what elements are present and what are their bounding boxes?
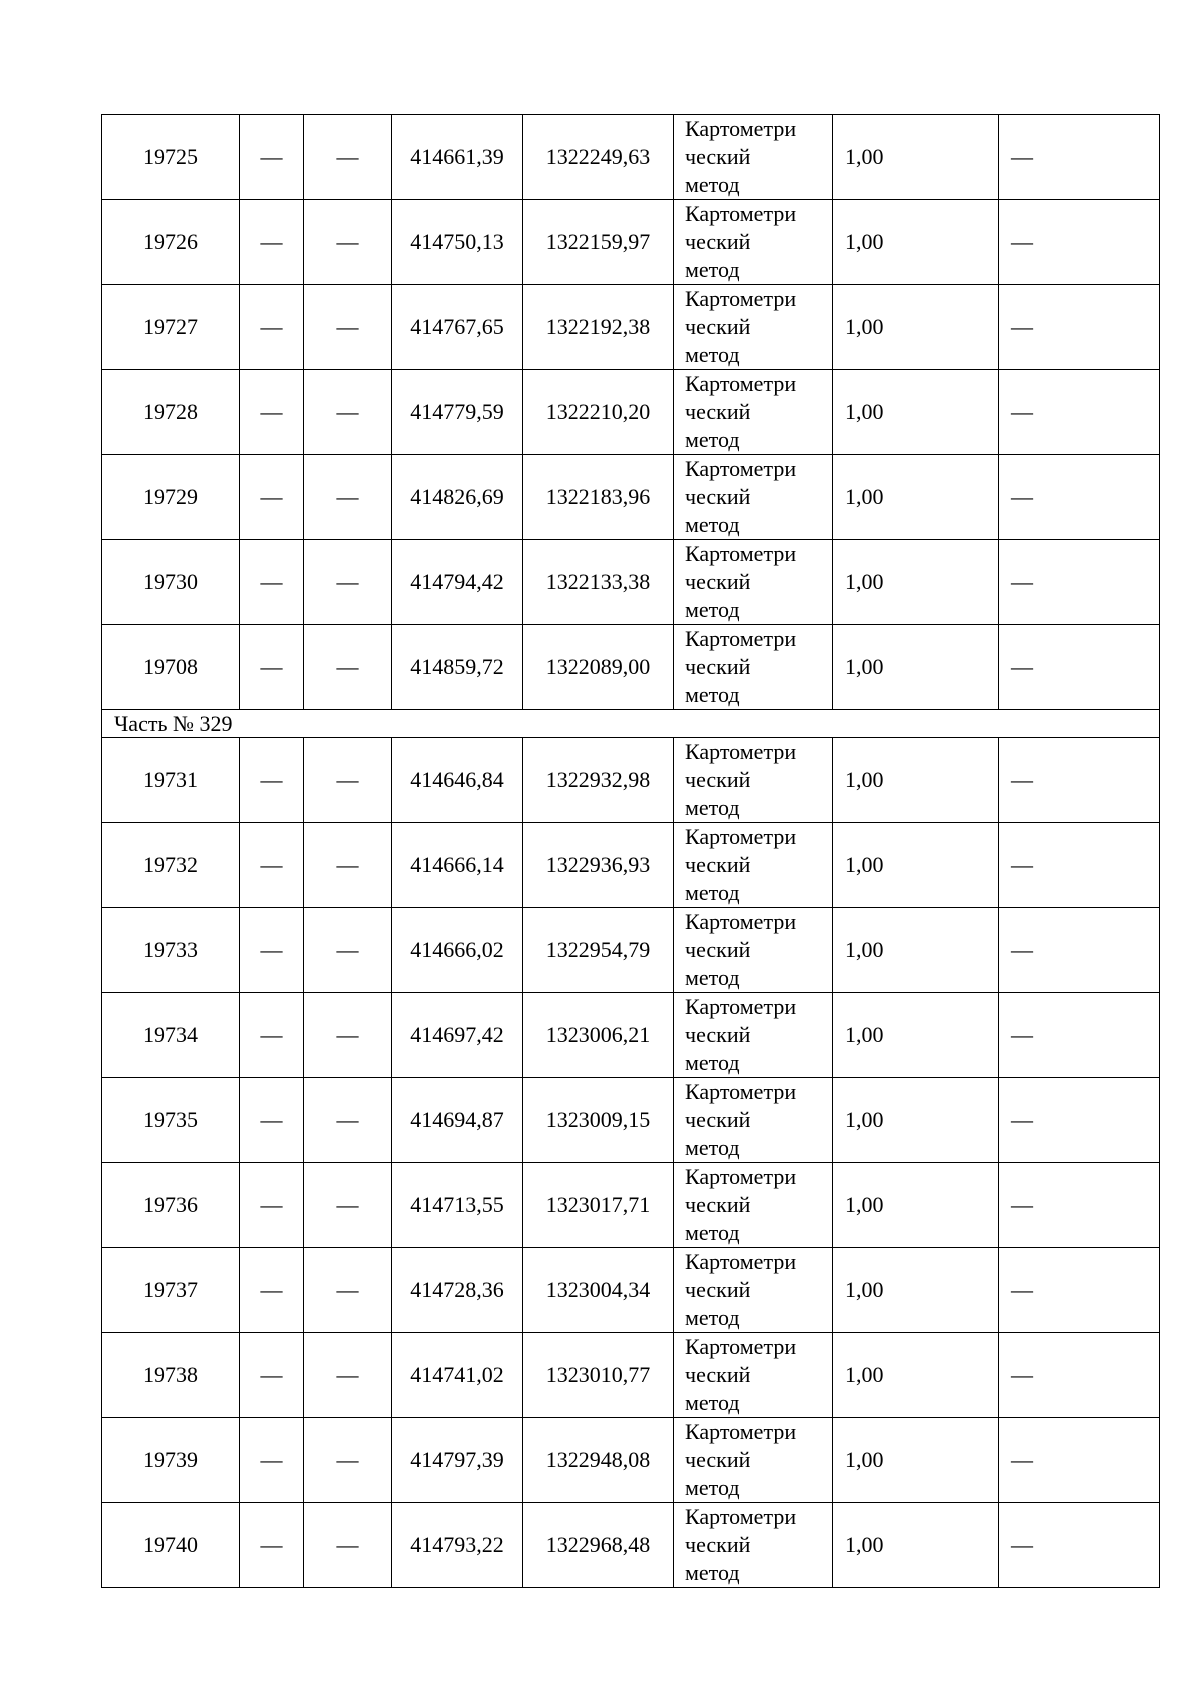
- point-number-cell: 19737: [102, 1248, 240, 1333]
- column-3-cell: —: [304, 1248, 392, 1333]
- table-row: [102, 823, 1160, 908]
- x-coordinate-cell: 414767,65: [392, 285, 523, 370]
- x-coordinate-cell: 414728,36: [392, 1248, 523, 1333]
- y-coordinate-cell: 1322192,38: [523, 285, 674, 370]
- description-cell: —: [999, 625, 1160, 710]
- method-text-line: ческий: [685, 314, 751, 339]
- method-text-line: Картометри: [685, 1249, 797, 1274]
- column-3-cell: —: [304, 285, 392, 370]
- description-cell: —: [999, 200, 1160, 285]
- column-2-cell: —: [240, 370, 304, 455]
- method-cell: [674, 738, 833, 823]
- accuracy-cell: 1,00: [833, 1248, 999, 1333]
- column-3-cell: —: [304, 738, 392, 823]
- column-2-cell: —: [240, 908, 304, 993]
- accuracy-cell: 1,00: [833, 738, 999, 823]
- method-cell: [674, 1503, 833, 1588]
- x-coordinate-cell: 414666,14: [392, 823, 523, 908]
- method-text-line: Картометри: [685, 371, 797, 396]
- description-cell: —: [999, 455, 1160, 540]
- column-2-cell: —: [240, 1333, 304, 1418]
- y-coordinate-cell: 1323006,21: [523, 993, 674, 1078]
- method-cell: [674, 625, 833, 710]
- description-cell: —: [999, 1248, 1160, 1333]
- table-body: [102, 115, 1160, 1588]
- x-coordinate-cell: 414661,39: [392, 115, 523, 200]
- y-coordinate-cell: 1322089,00: [523, 625, 674, 710]
- point-number-cell: 19725: [102, 115, 240, 200]
- method-text-line: метод: [685, 682, 740, 707]
- method-cell: [674, 285, 833, 370]
- method-text-line: ческий: [685, 229, 751, 254]
- x-coordinate-cell: 414750,13: [392, 200, 523, 285]
- column-3-cell: —: [304, 1078, 392, 1163]
- y-coordinate-cell: 1323010,77: [523, 1333, 674, 1418]
- column-2-cell: —: [240, 285, 304, 370]
- method-text-line: метод: [685, 1135, 740, 1160]
- method-text-line: метод: [685, 965, 740, 990]
- method-text-line: Картометри: [685, 456, 797, 481]
- column-2-cell: —: [240, 1418, 304, 1503]
- method-text-line: Картометри: [685, 1164, 797, 1189]
- column-2-cell: —: [240, 200, 304, 285]
- section-label: Часть № 329: [102, 710, 1160, 738]
- method-text-line: ческий: [685, 1362, 751, 1387]
- column-3-cell: —: [304, 455, 392, 540]
- point-number-cell: 19733: [102, 908, 240, 993]
- column-2-cell: —: [240, 625, 304, 710]
- column-3-cell: —: [304, 625, 392, 710]
- method-cell: [674, 370, 833, 455]
- column-2-cell: —: [240, 738, 304, 823]
- accuracy-cell: 1,00: [833, 370, 999, 455]
- description-cell: —: [999, 908, 1160, 993]
- y-coordinate-cell: 1323009,15: [523, 1078, 674, 1163]
- column-2-cell: —: [240, 1248, 304, 1333]
- y-coordinate-cell: 1322954,79: [523, 908, 674, 993]
- method-text-line: Картометри: [685, 994, 797, 1019]
- point-number-cell: 19734: [102, 993, 240, 1078]
- method-text-line: ческий: [685, 484, 751, 509]
- table-row: [102, 1078, 1160, 1163]
- description-cell: —: [999, 1078, 1160, 1163]
- method-text-line: ческий: [685, 1022, 751, 1047]
- column-3-cell: —: [304, 200, 392, 285]
- table-row: [102, 1418, 1160, 1503]
- method-text-line: ческий: [685, 1277, 751, 1302]
- point-number-cell: 19740: [102, 1503, 240, 1588]
- description-cell: —: [999, 1163, 1160, 1248]
- y-coordinate-cell: 1322948,08: [523, 1418, 674, 1503]
- method-text-line: ческий: [685, 399, 751, 424]
- column-2-cell: —: [240, 823, 304, 908]
- method-cell: [674, 823, 833, 908]
- x-coordinate-cell: 414713,55: [392, 1163, 523, 1248]
- method-text-line: метод: [685, 597, 740, 622]
- point-number-cell: 19729: [102, 455, 240, 540]
- column-3-cell: —: [304, 1418, 392, 1503]
- method-text-line: ческий: [685, 1447, 751, 1472]
- column-3-cell: —: [304, 1333, 392, 1418]
- point-number-cell: 19726: [102, 200, 240, 285]
- method-cell: [674, 455, 833, 540]
- point-number-cell: 19730: [102, 540, 240, 625]
- y-coordinate-cell: 1323017,71: [523, 1163, 674, 1248]
- method-text-line: Картометри: [685, 286, 797, 311]
- point-number-cell: 19739: [102, 1418, 240, 1503]
- accuracy-cell: 1,00: [833, 1078, 999, 1163]
- method-text-line: метод: [685, 342, 740, 367]
- x-coordinate-cell: 414794,42: [392, 540, 523, 625]
- method-cell: [674, 1163, 833, 1248]
- point-number-cell: 19727: [102, 285, 240, 370]
- description-cell: —: [999, 540, 1160, 625]
- method-text-line: метод: [685, 1305, 740, 1330]
- method-text-line: метод: [685, 1220, 740, 1245]
- column-2-cell: —: [240, 993, 304, 1078]
- method-text-line: метод: [685, 1390, 740, 1415]
- method-cell: [674, 1248, 833, 1333]
- y-coordinate-cell: 1322159,97: [523, 200, 674, 285]
- method-cell: [674, 1078, 833, 1163]
- table-row: [102, 285, 1160, 370]
- method-text-line: ческий: [685, 144, 751, 169]
- point-number-cell: 19736: [102, 1163, 240, 1248]
- method-text-line: Картометри: [685, 1334, 797, 1359]
- column-2-cell: —: [240, 540, 304, 625]
- method-text-line: ческий: [685, 1192, 751, 1217]
- accuracy-cell: 1,00: [833, 200, 999, 285]
- table-row: [102, 625, 1160, 710]
- method-text-line: метод: [685, 1050, 740, 1075]
- description-cell: —: [999, 1503, 1160, 1588]
- x-coordinate-cell: 414666,02: [392, 908, 523, 993]
- x-coordinate-cell: 414697,42: [392, 993, 523, 1078]
- description-cell: —: [999, 823, 1160, 908]
- table-row: [102, 1163, 1160, 1248]
- method-text-line: Картометри: [685, 541, 797, 566]
- method-text-line: ческий: [685, 852, 751, 877]
- section-header-row: [102, 710, 1160, 738]
- x-coordinate-cell: 414826,69: [392, 455, 523, 540]
- method-text-line: метод: [685, 795, 740, 820]
- y-coordinate-cell: 1322133,38: [523, 540, 674, 625]
- table-row: [102, 908, 1160, 993]
- description-cell: —: [999, 738, 1160, 823]
- y-coordinate-cell: 1322183,96: [523, 455, 674, 540]
- method-text-line: ческий: [685, 937, 751, 962]
- table-row: [102, 115, 1160, 200]
- point-number-cell: 19735: [102, 1078, 240, 1163]
- column-2-cell: —: [240, 455, 304, 540]
- method-text-line: метод: [685, 427, 740, 452]
- y-coordinate-cell: 1322968,48: [523, 1503, 674, 1588]
- table-row: [102, 993, 1160, 1078]
- accuracy-cell: 1,00: [833, 823, 999, 908]
- y-coordinate-cell: 1322936,93: [523, 823, 674, 908]
- column-3-cell: —: [304, 540, 392, 625]
- table-row: [102, 1503, 1160, 1588]
- accuracy-cell: 1,00: [833, 115, 999, 200]
- method-text-line: ческий: [685, 767, 751, 792]
- method-cell: [674, 993, 833, 1078]
- method-text-line: Картометри: [685, 909, 797, 934]
- table-row: [102, 455, 1160, 540]
- method-text-line: ческий: [685, 569, 751, 594]
- x-coordinate-cell: 414741,02: [392, 1333, 523, 1418]
- method-text-line: Картометри: [685, 1079, 797, 1104]
- method-text-line: Картометри: [685, 824, 797, 849]
- description-cell: —: [999, 1333, 1160, 1418]
- method-text-line: Картометри: [685, 116, 797, 141]
- accuracy-cell: 1,00: [833, 1333, 999, 1418]
- method-cell: [674, 908, 833, 993]
- accuracy-cell: 1,00: [833, 625, 999, 710]
- column-2-cell: —: [240, 1163, 304, 1248]
- accuracy-cell: 1,00: [833, 540, 999, 625]
- description-cell: —: [999, 370, 1160, 455]
- method-text-line: Картометри: [685, 1419, 797, 1444]
- method-text-line: метод: [685, 172, 740, 197]
- coordinates-table: [101, 114, 1160, 1588]
- method-cell: [674, 540, 833, 625]
- method-cell: [674, 200, 833, 285]
- point-number-cell: 19731: [102, 738, 240, 823]
- column-3-cell: —: [304, 823, 392, 908]
- column-2-cell: —: [240, 115, 304, 200]
- y-coordinate-cell: 1323004,34: [523, 1248, 674, 1333]
- column-3-cell: —: [304, 908, 392, 993]
- accuracy-cell: 1,00: [833, 993, 999, 1078]
- column-3-cell: —: [304, 1503, 392, 1588]
- method-text-line: Картометри: [685, 1504, 797, 1529]
- accuracy-cell: 1,00: [833, 455, 999, 540]
- y-coordinate-cell: 1322210,20: [523, 370, 674, 455]
- x-coordinate-cell: 414779,59: [392, 370, 523, 455]
- method-text-line: Картометри: [685, 739, 797, 764]
- description-cell: —: [999, 285, 1160, 370]
- column-3-cell: —: [304, 1163, 392, 1248]
- x-coordinate-cell: 414694,87: [392, 1078, 523, 1163]
- method-text-line: Картометри: [685, 201, 797, 226]
- x-coordinate-cell: 414859,72: [392, 625, 523, 710]
- x-coordinate-cell: 414793,22: [392, 1503, 523, 1588]
- x-coordinate-cell: 414646,84: [392, 738, 523, 823]
- accuracy-cell: 1,00: [833, 1418, 999, 1503]
- description-cell: —: [999, 115, 1160, 200]
- column-3-cell: —: [304, 370, 392, 455]
- method-cell: [674, 115, 833, 200]
- column-2-cell: —: [240, 1078, 304, 1163]
- method-text-line: ческий: [685, 1532, 751, 1557]
- table-row: [102, 200, 1160, 285]
- method-text-line: метод: [685, 880, 740, 905]
- column-3-cell: —: [304, 115, 392, 200]
- point-number-cell: 19728: [102, 370, 240, 455]
- accuracy-cell: 1,00: [833, 285, 999, 370]
- table-row: [102, 1333, 1160, 1418]
- method-text-line: метод: [685, 257, 740, 282]
- point-number-cell: 19732: [102, 823, 240, 908]
- y-coordinate-cell: 1322249,63: [523, 115, 674, 200]
- x-coordinate-cell: 414797,39: [392, 1418, 523, 1503]
- table-row: [102, 540, 1160, 625]
- accuracy-cell: 1,00: [833, 908, 999, 993]
- y-coordinate-cell: 1322932,98: [523, 738, 674, 823]
- description-cell: —: [999, 993, 1160, 1078]
- point-number-cell: 19708: [102, 625, 240, 710]
- method-text-line: метод: [685, 1560, 740, 1585]
- method-text-line: Картометри: [685, 626, 797, 651]
- table-row: [102, 370, 1160, 455]
- column-3-cell: —: [304, 993, 392, 1078]
- table-row: [102, 1248, 1160, 1333]
- method-text-line: метод: [685, 1475, 740, 1500]
- method-text-line: метод: [685, 512, 740, 537]
- accuracy-cell: 1,00: [833, 1503, 999, 1588]
- point-number-cell: 19738: [102, 1333, 240, 1418]
- method-text-line: ческий: [685, 1107, 751, 1132]
- method-text-line: ческий: [685, 654, 751, 679]
- method-cell: [674, 1418, 833, 1503]
- accuracy-cell: 1,00: [833, 1163, 999, 1248]
- description-cell: —: [999, 1418, 1160, 1503]
- column-2-cell: —: [240, 1503, 304, 1588]
- table-row: [102, 738, 1160, 823]
- method-cell: [674, 1333, 833, 1418]
